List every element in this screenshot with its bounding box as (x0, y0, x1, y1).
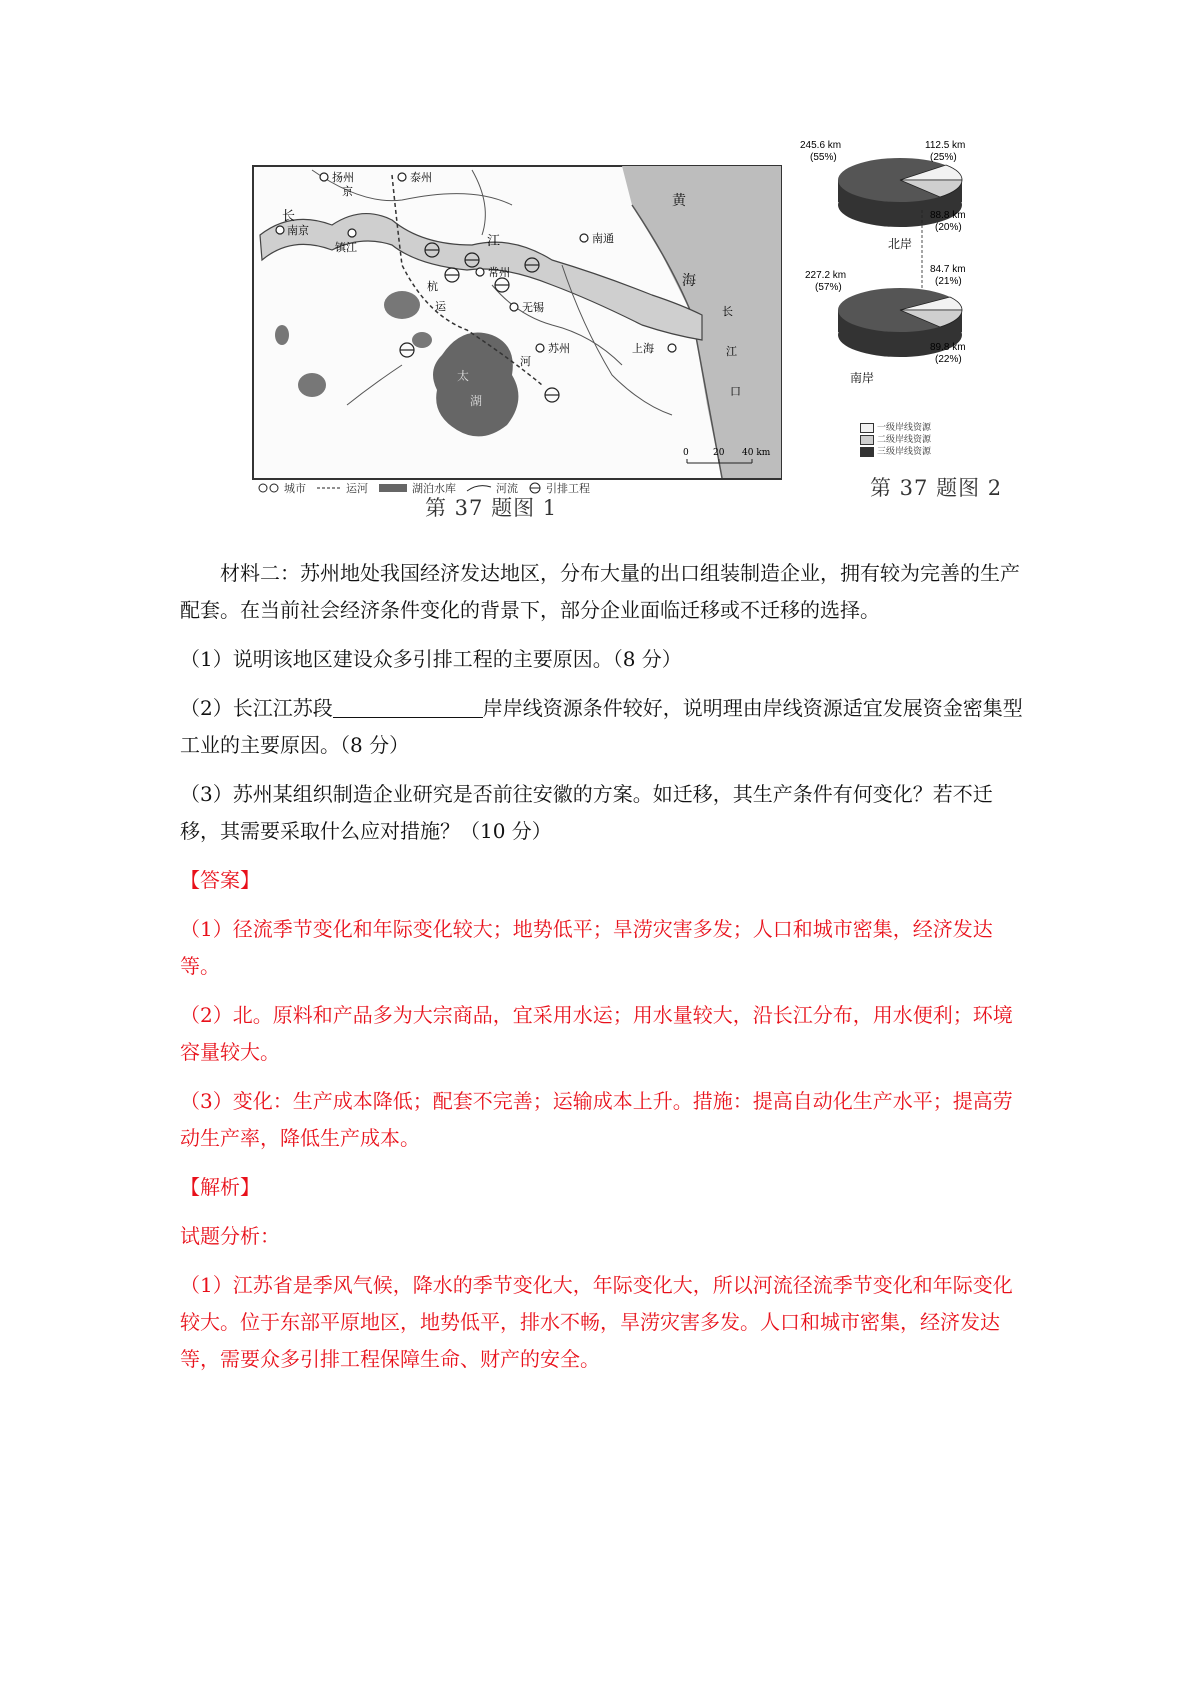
north-title: 北岸 (888, 237, 913, 251)
map-svg (252, 165, 782, 480)
north-slice2-pct: (25%) (930, 152, 957, 163)
pie-legend-grade3: 三级岸线资源 (860, 446, 931, 458)
answer-heading: 【答案】 (180, 868, 260, 892)
city-suzhou: 苏州 (548, 342, 570, 355)
scale-20: 20 (713, 448, 725, 458)
south-slice3-pct: (22%) (935, 354, 962, 365)
question-1: （1）说明该地区建设众多引排工程的主要原因。（8 分） (180, 647, 682, 671)
canal-label-2: 杭 (427, 280, 438, 293)
north-slice3-pct: (20%) (935, 222, 962, 233)
city-dot-icon (258, 483, 280, 493)
north-slice2-value: 112.5 km (925, 140, 966, 151)
sea-label-1: 黄 (672, 193, 686, 209)
legend-lake: 湖泊水库 (378, 480, 456, 496)
analysis-1: （1）江苏省是季风气候，降水的季节变化大，年际变化大，所以河流径流季节变化和年际变化较大。位于东部平原地区，地势低平，排水不畅，旱涝灾害多发。人口和城市密集，经济发达等，需要众多引排工程保障生命、财产的安全。 (180, 1273, 1013, 1371)
city-nantong: 南通 (592, 232, 614, 245)
pie-legend-grade1: 一级岸线资源 (860, 422, 931, 434)
scale-0: 0 (683, 448, 689, 458)
scale-40: 40 km (742, 448, 771, 458)
figure-area (0, 0, 1200, 520)
city-changzhou: 常州 (488, 266, 510, 279)
lake-label-1: 太 (457, 369, 470, 383)
city-shanghai: 上海 (632, 342, 654, 355)
estuary-label-1: 长 (722, 305, 733, 318)
legend-city: 城市 (258, 480, 306, 496)
answer-3: （3）变化：生产成本降低；配套不完善；运输成本上升。措施：提高自动化生产水平；提高劳动生产率，降低生产成本。 (180, 1089, 1013, 1150)
estuary-label-2: 江 (726, 345, 737, 358)
city-nanjing: 南京 (287, 224, 309, 237)
document-body (180, 555, 1030, 1378)
south-slice3-value: 89.8 km (930, 342, 966, 353)
lake-label-2: 湖 (470, 394, 483, 408)
answer-2: （2）北。原料和产品多为大宗商品，宜采用水运；用水量较大，沿长江分布，用水便利；环境容量较大。 (180, 1003, 1013, 1064)
material-two: 材料二：苏州地处我国经济发达地区，分布大量的出口组装制造企业，拥有较为完善的生产配套。在当前社会经济条件变化的背景下，部分企业面临迁移或不迁移的选择。 (180, 561, 1020, 622)
north-slice1-pct: (55%) (810, 152, 837, 163)
answer-blank (333, 695, 483, 718)
map-figure (252, 165, 782, 480)
legend-canal: 运河 (316, 480, 368, 496)
answer-1: （1）径流季节变化和年际变化较大；地势低平；旱涝灾害多发；人口和城市密集，经济发达等。 (180, 917, 993, 978)
canal-label-1: 京 (342, 185, 353, 198)
north-slice3-value: 88.8 km (930, 210, 966, 221)
canal-line-icon (316, 483, 342, 493)
south-slice1-value: 227.2 km (805, 270, 847, 281)
estuary-label-3: 口 (730, 385, 741, 398)
pie-legend-grade2: 二级岸线资源 (860, 434, 931, 446)
canal-label-4: 河 (520, 355, 531, 368)
canal-label-3: 运 (435, 300, 446, 313)
legend-pump: 引排工程 (528, 480, 590, 496)
city-taizhou: 泰州 (410, 171, 432, 184)
river-label-2: 江 (487, 234, 501, 249)
question-3: （3）苏州某组织制造企业研究是否前往安徽的方案。如迁移，其生产条件有何变化？若不迁移，其需要采取什么应对措施？（10 分） (180, 782, 993, 843)
lake-fill-icon (378, 483, 408, 493)
south-slice2-pct: (21%) (935, 276, 962, 287)
figure1-caption: 第 37 题图 1 (425, 496, 558, 520)
analysis-intro: 试题分析： (180, 1224, 280, 1248)
city-yangzhou: 扬州 (332, 171, 354, 184)
legend-river: 河流 (466, 480, 518, 496)
pie-legend (860, 422, 931, 458)
question-2: （2）长江江苏段 岸岸线资源条件较好，说明理由岸线资源适宜发展资金密集型工业的主要原因。（8 分） (180, 696, 1023, 757)
analysis-heading: 【解析】 (180, 1175, 260, 1199)
figure2-caption: 第 37 题图 2 (870, 476, 1003, 500)
sea-label-2: 海 (682, 273, 696, 289)
north-slice1-value: 245.6 km (800, 140, 842, 151)
south-slice1-pct: (57%) (815, 282, 842, 293)
south-slice2-value: 84.7 km (930, 264, 966, 275)
river-label-1: 长 (282, 209, 296, 224)
city-wuxi: 无锡 (522, 301, 544, 314)
south-title: 南岸 (850, 371, 875, 385)
city-zhenjiang: 镇江 (335, 241, 357, 254)
